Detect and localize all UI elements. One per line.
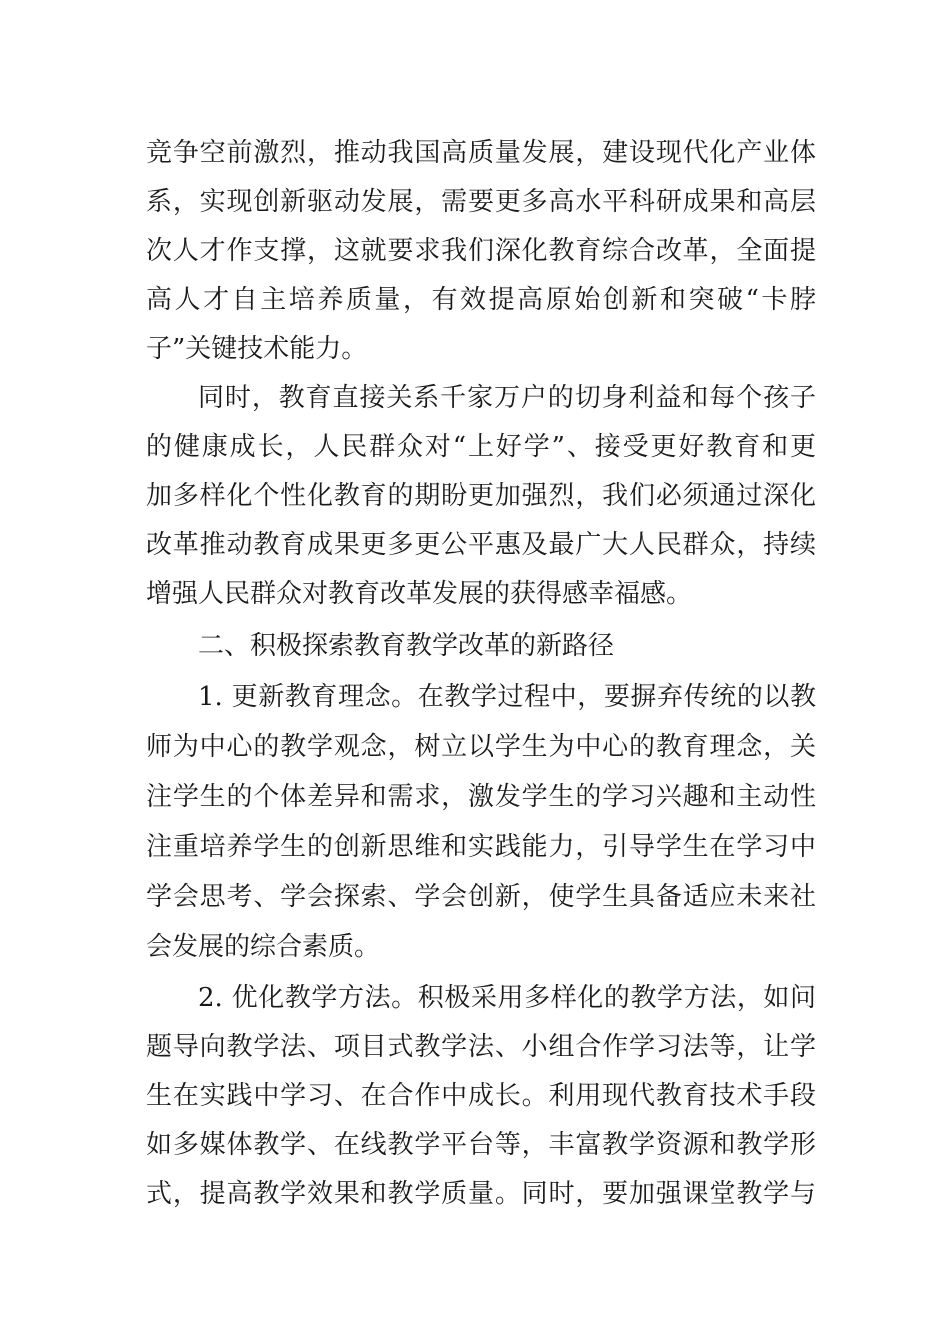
paragraph-1-line-1: 竞争空前激烈，推动我国高质量发展，建设现代化产业体 <box>146 138 816 168</box>
paragraph-1-line-4: 高人才自主培养质量，有效提高原始创新和突破“卡脖 <box>146 285 816 315</box>
paragraph-1-line-2: 系，实现创新驱动发展，需要更多高水平科研成果和高层 <box>146 187 816 217</box>
paragraph-3-line-1: 1. 更新教育理念。在教学过程中，要摒弃传统的以教 <box>198 682 816 712</box>
paragraph-4-line-5: 式，提高教学效果和教学质量。同时，要加强课堂教学与 <box>146 1179 816 1209</box>
paragraph-3-line-6: 会发展的综合素质。 <box>146 932 381 962</box>
paragraph-2-line-4: 改革推动教育成果更多更公平惠及最广大人民群众，持续 <box>146 530 816 560</box>
paragraph-2-line-2: 的健康成长，人民群众对“上好学”、接受更好教育和更 <box>146 432 816 462</box>
paragraph-2-line-1: 同时，教育直接关系千家万户的切身利益和每个孩子 <box>198 383 816 413</box>
section-heading: 二、积极探索教育教学改革的新路径 <box>198 631 615 661</box>
paragraph-4-line-1: 2. 优化教学方法。积极采用多样化的教学方法，如问 <box>198 983 816 1013</box>
paragraph-1-line-3: 次人才作支撑，这就要求我们深化教育综合改革，全面提 <box>146 236 816 266</box>
paragraph-4-line-4: 如多媒体教学、在线教学平台等，丰富教学资源和教学形 <box>146 1130 816 1160</box>
paragraph-3-line-4: 注重培养学生的创新思维和实践能力，引导学生在学习中 <box>146 832 816 862</box>
paragraph-3-line-3: 注学生的个体差异和需求，激发学生的学习兴趣和主动性 <box>146 782 816 812</box>
paragraph-2-line-5: 增强人民群众对教育改革发展的获得感幸福感。 <box>146 579 693 609</box>
paragraph-3-line-2: 师为中心的教学观念，树立以学生为中心的教育理念，关 <box>146 732 816 762</box>
paragraph-1-line-5: 子”关键技术能力。 <box>146 334 368 364</box>
paragraph-3-line-5: 学会思考、学会探索、学会创新，使学生具备适应未来社 <box>146 882 816 912</box>
paragraph-4-line-3: 生在实践中学习、在合作中成长。利用现代教育技术手段 <box>146 1081 816 1111</box>
paragraph-4-line-2: 题导向教学法、项目式教学法、小组合作学习法等，让学 <box>146 1032 816 1062</box>
paragraph-2-line-3: 加多样化个性化教育的期盼更加强烈，我们必须通过深化 <box>146 481 816 511</box>
